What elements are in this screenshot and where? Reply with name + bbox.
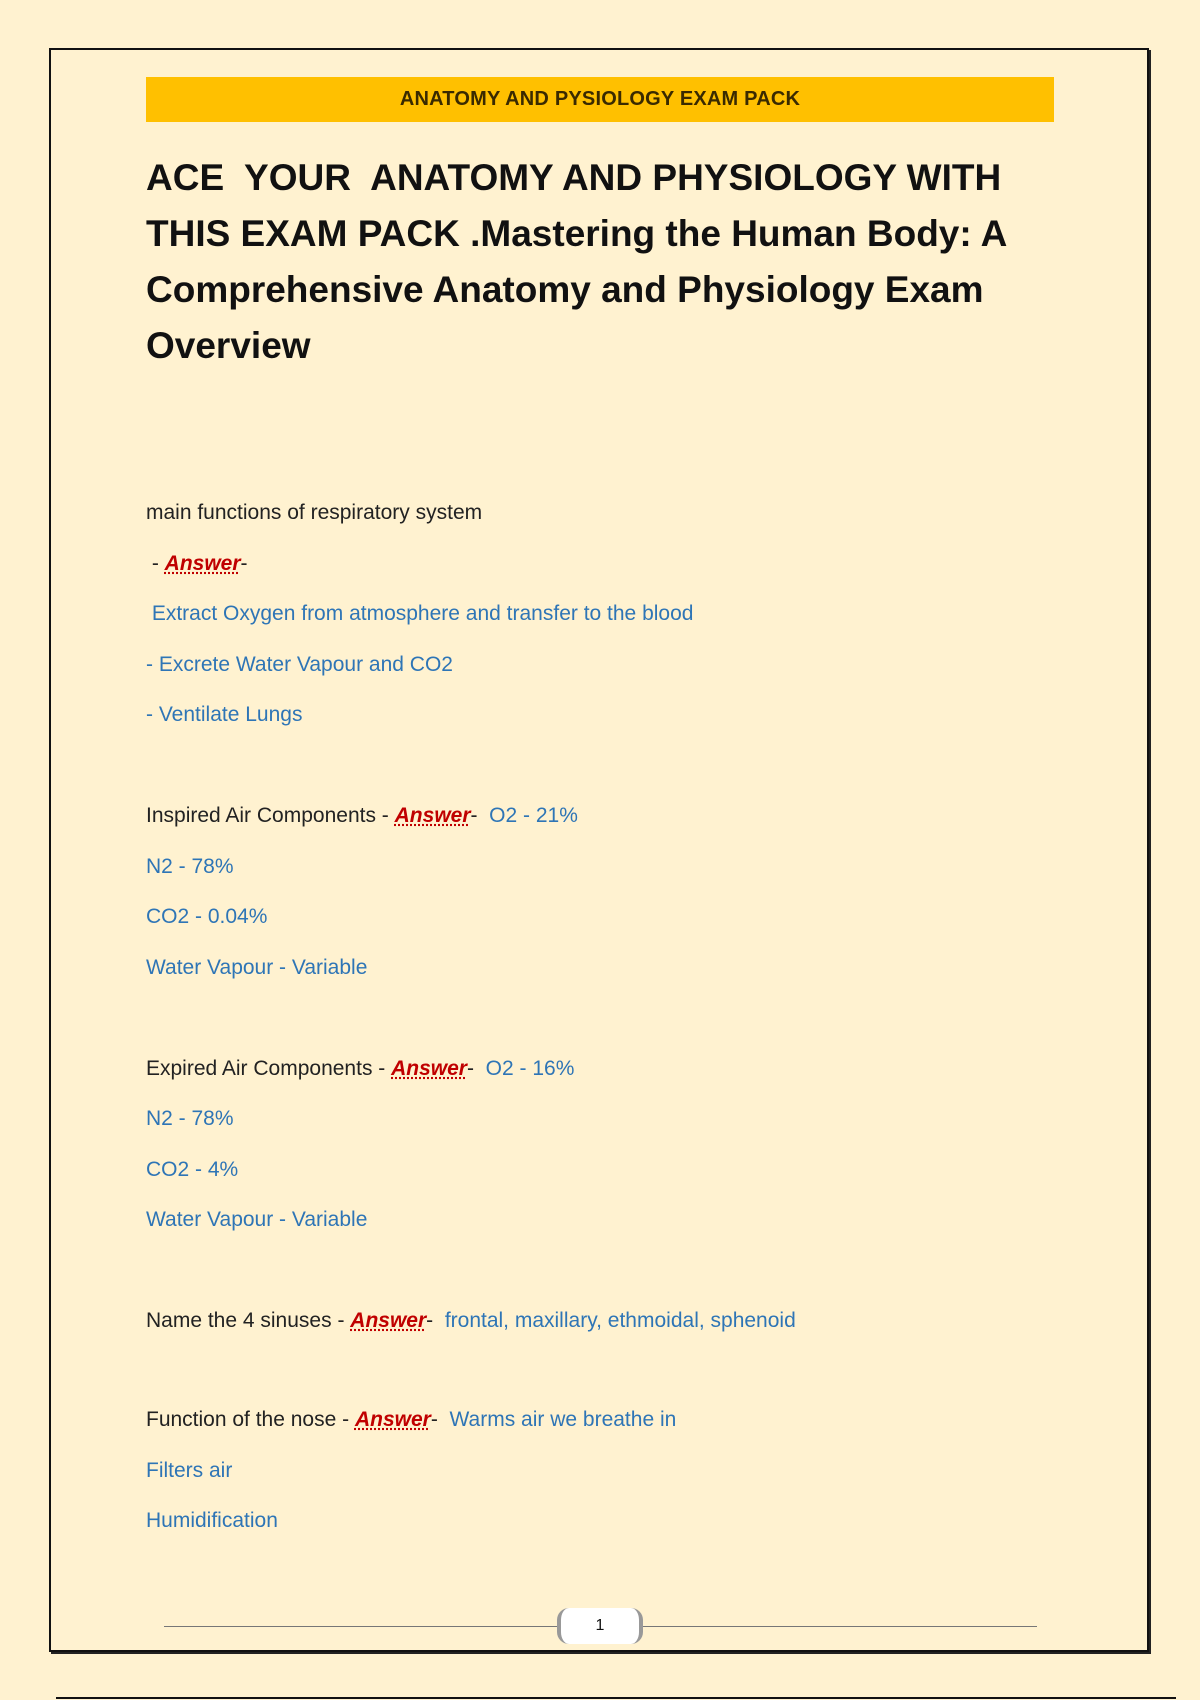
answer-text: - Excrete Water Vapour and CO2 — [146, 653, 453, 676]
page-number: 1 — [557, 1608, 643, 1644]
question-inspired-air: Inspired Air Components - Answer- O2 - 21% — [146, 804, 578, 827]
document-title: ACE YOUR ANATOMY AND PHYSIOLOGY WITH THIS EXAM PACK .Mastering the Human Body: A Comprehensive Anatomy and Physiology Exam Overview — [146, 157, 1017, 366]
answer-text: Warms air we breathe in — [449, 1408, 677, 1431]
answer-line — [146, 651, 453, 679]
answer-text: O2 - 21% — [489, 804, 578, 827]
answer-line — [146, 1105, 234, 1133]
answer-line — [146, 1507, 278, 1535]
question-sinuses: Name the 4 sinuses - Answer- frontal, maxillary, ethmoidal, sphenoid — [146, 1309, 796, 1332]
question-text: Function of the nose — [146, 1408, 337, 1431]
question-text: Expired Air Components — [146, 1057, 373, 1080]
answer-line — [146, 903, 267, 931]
answer-label: Answer — [350, 1309, 427, 1332]
answer-label-line: - Answer- — [146, 552, 248, 575]
answer-line — [146, 1206, 367, 1234]
answer-text: Humidification — [146, 1509, 278, 1532]
answer-line — [146, 853, 234, 881]
header-banner: ANATOMY AND PYSIOLOGY EXAM PACK — [146, 77, 1054, 122]
question-text: Name the 4 sinuses — [146, 1309, 332, 1332]
answer-text: Extract Oxygen from atmosphere and transfer to the blood — [151, 602, 694, 625]
question-respiratory-functions — [146, 499, 482, 527]
footer-rule-right — [639, 1626, 1037, 1627]
answer-line — [146, 1156, 238, 1184]
answer-line — [146, 954, 367, 982]
answer-text: CO2 - 4% — [146, 1158, 239, 1181]
answer-text: Water Vapour - Variable — [146, 956, 368, 979]
answer-text: - Ventilate Lungs — [146, 703, 303, 726]
answer-label: Answer — [391, 1057, 467, 1080]
next-page-edge — [56, 1697, 1176, 1699]
question-text: Inspired Air Components — [146, 804, 376, 827]
answer-text: frontal, maxillary, ethmoidal, sphenoid — [444, 1309, 796, 1332]
question-text: main functions of respiratory system — [146, 501, 483, 524]
answer-text: Water Vapour - Variable — [146, 1208, 368, 1231]
answer-line — [146, 600, 693, 628]
footer-rule-left — [164, 1626, 561, 1627]
answer-label: Answer — [354, 1408, 431, 1431]
answer-label: Answer — [164, 552, 241, 575]
answer-text: O2 - 16% — [485, 1057, 575, 1080]
answer-line — [146, 701, 302, 729]
answer-text: Filters air — [146, 1459, 233, 1482]
question-nose-function: Function of the nose - Answer- Warms air we breathe in — [146, 1408, 677, 1431]
answer-text: CO2 - 0.04% — [146, 905, 268, 928]
answer-text: N2 - 78% — [146, 1107, 234, 1130]
answer-label: Answer — [394, 804, 471, 827]
answer-text: N2 - 78% — [146, 855, 234, 878]
answer-line — [146, 1457, 232, 1485]
question-expired-air: Expired Air Components - Answer- O2 - 16% — [146, 1057, 575, 1080]
